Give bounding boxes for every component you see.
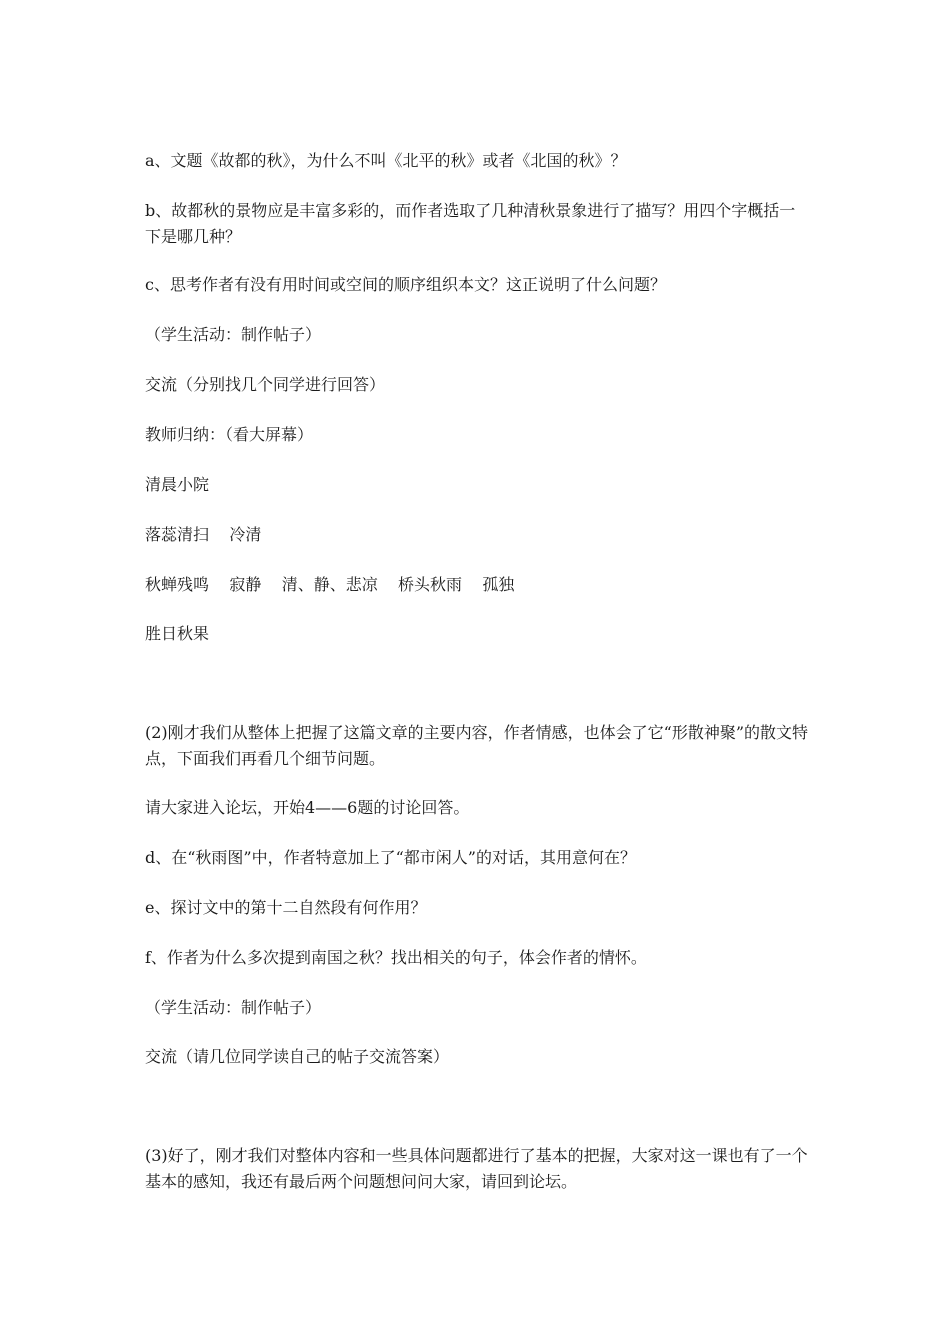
question-d: d、在“秋雨图”中，作者特意加上了“都市闲人”的对话，其用意何在？ <box>145 848 636 867</box>
section-3-intro: (3)好了，刚才我们对整体内容和一些具体问题都进行了基本的把握，大家对这一课也有了一个基本的感知，我还有最后两个问题想问问大家，请回到论坛。 <box>145 1146 808 1191</box>
student-activity-1: （学生活动：制作帖子） <box>145 325 322 344</box>
summary-line-3: 秋蝉残鸣 寂静 清、静、悲凉 桥头秋雨 孤独 <box>145 575 515 594</box>
exchange-1: 交流（分别找几个同学进行回答） <box>145 375 386 394</box>
teacher-summary: 教师归纳：（看大屏幕） <box>145 425 314 444</box>
question-f: f、作者为什么多次提到南国之秋？找出相关的句子，体会作者的情怀。 <box>145 948 647 967</box>
summary-line-4: 胜日秋果 <box>145 624 210 643</box>
summary-line-2: 落蕊清扫 冷清 <box>145 525 262 544</box>
section-2-intro: (2)刚才我们从整体上把握了这篇文章的主要内容，作者情感，也体会了它“形散神聚”的散文特点，下面我们再看几个细节问题。 <box>145 723 809 768</box>
question-e: e、探讨文中的第十二自然段有何作用？ <box>145 898 427 917</box>
student-activity-2: （学生活动：制作帖子） <box>145 998 322 1017</box>
forum-instruction: 请大家进入论坛，开始4——6题的讨论回答。 <box>145 798 470 817</box>
summary-line-1: 清晨小院 <box>145 475 210 494</box>
question-b: b、故都秋的景物应是丰富多彩的，而作者选取了几种清秋景象进行了描写？用四个字概括一下是哪几种？ <box>145 201 796 246</box>
question-a: a、文题《故都的秋》，为什么不叫《北平的秋》或者《北国的秋》？ <box>145 151 627 170</box>
question-c: c、思考作者有没有用时间或空间的顺序组织本文？这正说明了什么问题？ <box>145 275 666 294</box>
exchange-2: 交流（请几位同学读自己的帖子交流答案） <box>145 1047 450 1066</box>
